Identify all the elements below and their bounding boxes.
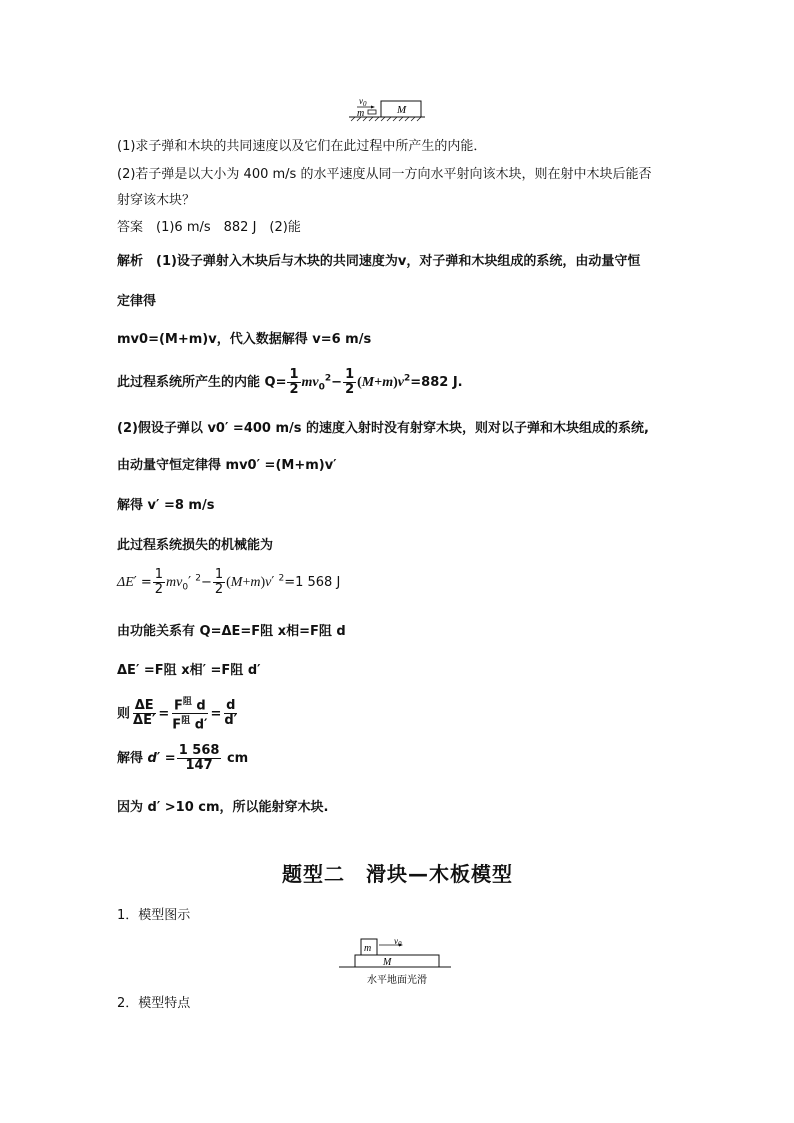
- analysis-line2: 定律得: [117, 294, 157, 309]
- part2-line2: 由动量守恒定律得 mv0′ =(M+m)v′: [117, 458, 337, 473]
- question-2-line1: (2)若子弹是以大小为 400 m/s 的水平速度从同一方向水平射向该木块，则在射中木块后能否: [117, 167, 652, 182]
- momentum-equation: mv0=(M+m)v，代入数据解得 v=6 m/s: [117, 332, 372, 347]
- heat-equation: 此过程系统所产生的内能 Q= $\frac{1}{2}$ $mv_0^2-$ $\frac{1}{2}$ $(M+m)v^2=882$ J.: [117, 367, 463, 397]
- slider-m-label: m: [364, 943, 372, 954]
- section-title: 题型二 滑块—木板模型: [282, 862, 513, 886]
- board-M-label: M: [383, 957, 392, 968]
- bullet: [368, 110, 376, 114]
- slider-board-diagram: [335, 935, 455, 989]
- block-M-label: M: [397, 104, 407, 116]
- heat-equation-prefix: 此过程系统所产生的内能 Q=: [117, 375, 287, 390]
- v0-label: $v_0$: [359, 96, 367, 108]
- part2-line4: 此过程系统损失的机械能为: [117, 538, 274, 553]
- part2-line3: 解得 v′ =8 m/s: [117, 498, 215, 513]
- ratio-equation: 则 $\frac{\Delta E}{\Delta E'}$ = $\frac{F^阻 d}{F^阻 d'}$ = $\frac{d}{d'}$: [117, 697, 238, 733]
- answer: 答案 (1)6 m/s 882 J (2)能: [117, 220, 301, 235]
- part2-line7: ΔE′ =F阻 x相′ =F阻 d′: [117, 663, 261, 678]
- conclusion: 因为 d′ >10 cm，所以能射穿木块.: [117, 800, 329, 815]
- question-2-line2: 射穿该木块？: [117, 193, 196, 208]
- item-2: 2．模型特点: [117, 996, 191, 1011]
- energy-loss-equation: ΔE′ = $\frac{1}{2}$ $mv_0'$ $^2$− $\frac{1}{2}$ (M+m)v′ $^2$=1 568 J: [117, 567, 341, 597]
- item-1: 1．模型图示: [117, 908, 191, 923]
- analysis-line1: 解析 (1)设子弹射入木块后与木块的共同速度为v，对子弹和木块组成的系统，由动量守恒: [117, 254, 641, 269]
- part2-line6: 由功能关系有 Q=ΔE=F阻 x相=F阻 d: [117, 624, 346, 639]
- part2-line1: (2)假设子弹以 v0′ =400 m/s 的速度入射时没有射穿木块，则对以子弹和木块组成的系统,: [117, 421, 649, 436]
- board-M: [355, 955, 439, 967]
- d-prime-equation: 解得 d′ = $\frac{1 568}{147}$ cm: [117, 743, 249, 773]
- bullet-m-label: m: [357, 108, 365, 119]
- question-1: (1)求子弹和木块的共同速度以及它们在此过程中所产生的内能．: [117, 139, 487, 154]
- bullet-block-diagram: [345, 95, 427, 123]
- v0-arrowhead: [371, 106, 375, 109]
- slider-v0-label: $v_0$: [394, 936, 402, 948]
- heat-equation-result: =882 J.: [410, 375, 463, 390]
- ground-caption: 水平地面光滑: [367, 975, 427, 986]
